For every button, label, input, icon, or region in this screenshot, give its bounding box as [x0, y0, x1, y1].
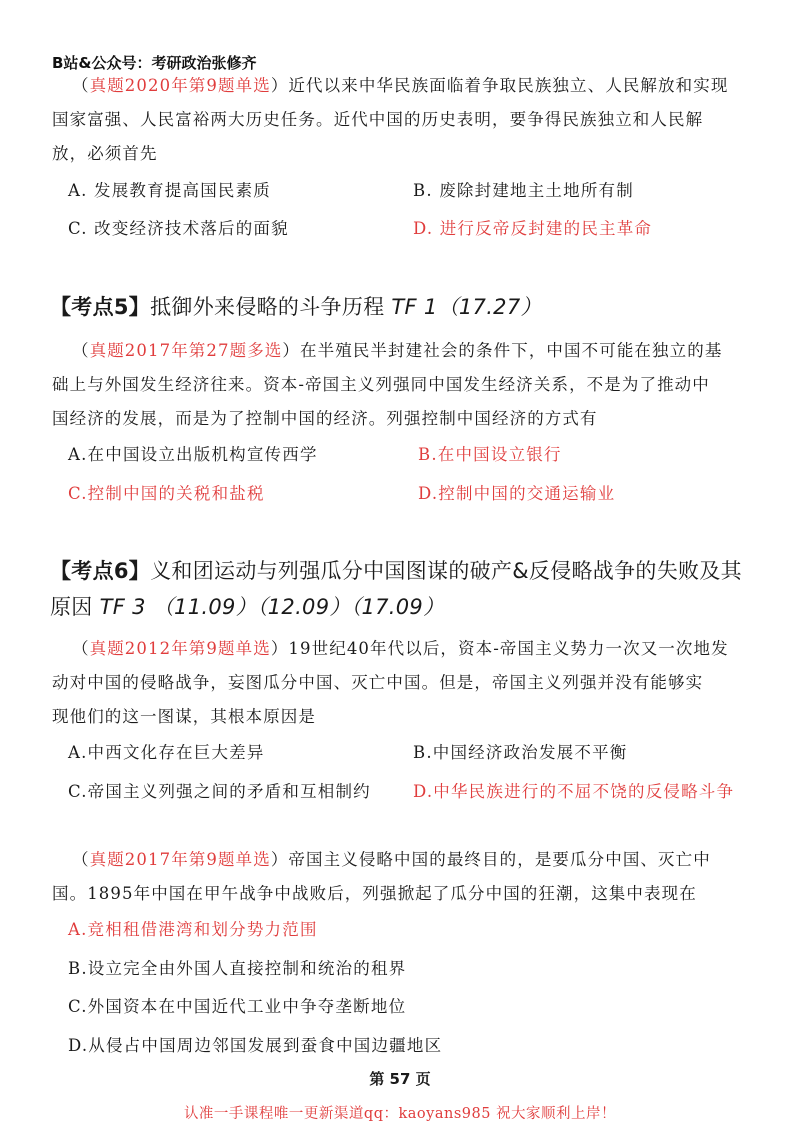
q3-close-paren: ）	[270, 639, 289, 658]
q3-option-c: C.帝国主义列强之间的矛盾和互相制约	[68, 782, 371, 801]
topic-5-years: （17.27）	[437, 295, 542, 319]
topic-5-title: 抵御外来侵略的斗争历程	[150, 295, 385, 319]
topic-6-tf: TF 3	[99, 595, 146, 619]
q1-option-c: C. 改变经济技术落后的面貌	[68, 219, 289, 238]
q1-option-a: A. 发展教育提高国民素质	[68, 181, 272, 200]
q4-stem-text-1: 帝国主义侵略中国的最终目的，是要瓜分中国、灭亡中	[288, 850, 711, 869]
q2-stem-line-1	[72, 341, 722, 361]
q2-option-b-answer: B.在中国设立银行	[418, 445, 562, 464]
q1-close-paren: ）	[270, 76, 289, 95]
q4-stem-line-2: 国。1895年中国在甲午战争中战败后，列强掀起了瓜分中国的狂潮，这集中表现在	[52, 884, 697, 903]
topic-6-heading-line-1	[50, 558, 742, 584]
q2-option-d-answer: D.控制中国的交通运输业	[418, 484, 616, 503]
page-number: 第 57 页	[369, 1070, 431, 1088]
q2-close-paren: ）	[282, 341, 301, 360]
q4-stem-line-1	[72, 850, 711, 870]
q2-option-a: A.在中国设立出版机构宣传西学	[68, 445, 318, 464]
q3-open-paren: （	[72, 639, 90, 658]
topic-5-tf: TF 1	[391, 295, 438, 319]
q2-stem-text-1: 在半殖民半封建社会的条件下，中国不可能在独立的基	[300, 341, 723, 360]
q1-open-paren: （	[72, 76, 90, 95]
topic-5-label: 【考点5】	[50, 295, 151, 319]
topic-6-years: （11.09）（12.09）（17.09）	[152, 595, 445, 619]
q4-option-d: D.从侵占中国周边邻国发展到蚕食中国边疆地区	[68, 1036, 443, 1055]
header-source: B站&公众号：考研政治张修齐	[52, 54, 257, 72]
q3-stem-line-2: 动对中国的侵略战争，妄图瓜分中国、灭亡中国。但是，帝国主义列强并没有能够实	[52, 673, 704, 692]
q4-option-b: B.设立完全由外国人直接控制和统治的租界	[68, 959, 407, 978]
q1-stem-line-3: 放，必须首先	[52, 144, 158, 163]
topic-6-title-1: 义和团运动与列强瓜分中国图谋的破产&反侵略战争的失败及其	[150, 559, 742, 583]
q1-option-d-answer: D. 进行反帝反封建的民主革命	[413, 219, 653, 238]
q3-option-b: B.中国经济政治发展不平衡	[413, 743, 628, 762]
q1-source-tag: 真题2020年第9题单选	[89, 76, 271, 95]
q3-option-a: A.中西文化存在巨大差异	[68, 743, 265, 762]
topic-5-heading	[50, 294, 542, 320]
q2-stem-line-2: 础上与外国发生经济往来。资本-帝国主义列强同中国发生经济关系，不是为了推动中	[52, 375, 710, 394]
topic-6-heading-line-2	[50, 594, 444, 620]
q3-stem-line-1	[72, 639, 729, 659]
q4-source-tag: 真题2017年第9题单选	[89, 850, 271, 869]
q1-option-b: B. 废除封建地主土地所有制	[413, 181, 634, 200]
q4-close-paren: ）	[270, 850, 289, 869]
q3-source-tag: 真题2012年第9题单选	[89, 639, 271, 658]
q4-option-c: C.外国资本在中国近代工业中争夺垄断地位	[68, 997, 407, 1016]
q4-open-paren: （	[72, 850, 90, 869]
topic-6-label: 【考点6】	[50, 559, 151, 583]
q2-open-paren: （	[72, 341, 90, 360]
q3-option-d-answer: D.中华民族进行的不屈不饶的反侵略斗争	[413, 782, 735, 801]
q2-option-c-answer: C.控制中国的关税和盐税	[68, 484, 265, 503]
q2-stem-line-3: 国经济的发展，而是为了控制中国的经济。列强控制中国经济的方式有	[52, 409, 598, 428]
q4-option-a-answer: A.竞相租借港湾和划分势力范围	[68, 920, 318, 939]
q3-stem-text-1: 19世纪40年代以后，资本-帝国主义势力一次又一次地发	[288, 639, 729, 658]
footer-notice: 认准一手课程唯一更新渠道qq：kaoyans985 祝大家顺利上岸！	[183, 1106, 617, 1122]
q2-source-tag: 真题2017年第27题多选	[89, 341, 283, 360]
q1-stem-text-1: 近代以来中华民族面临着争取民族独立、人民解放和实现	[288, 76, 729, 95]
q1-stem-line-2: 国家富强、人民富裕两大历史任务。近代中国的历史表明，要争得民族独立和人民解	[52, 110, 704, 129]
q3-stem-line-3: 现他们的这一图谋，其根本原因是	[52, 707, 316, 726]
q1-stem-line-1	[72, 76, 728, 96]
topic-6-title-2: 原因	[50, 595, 93, 619]
